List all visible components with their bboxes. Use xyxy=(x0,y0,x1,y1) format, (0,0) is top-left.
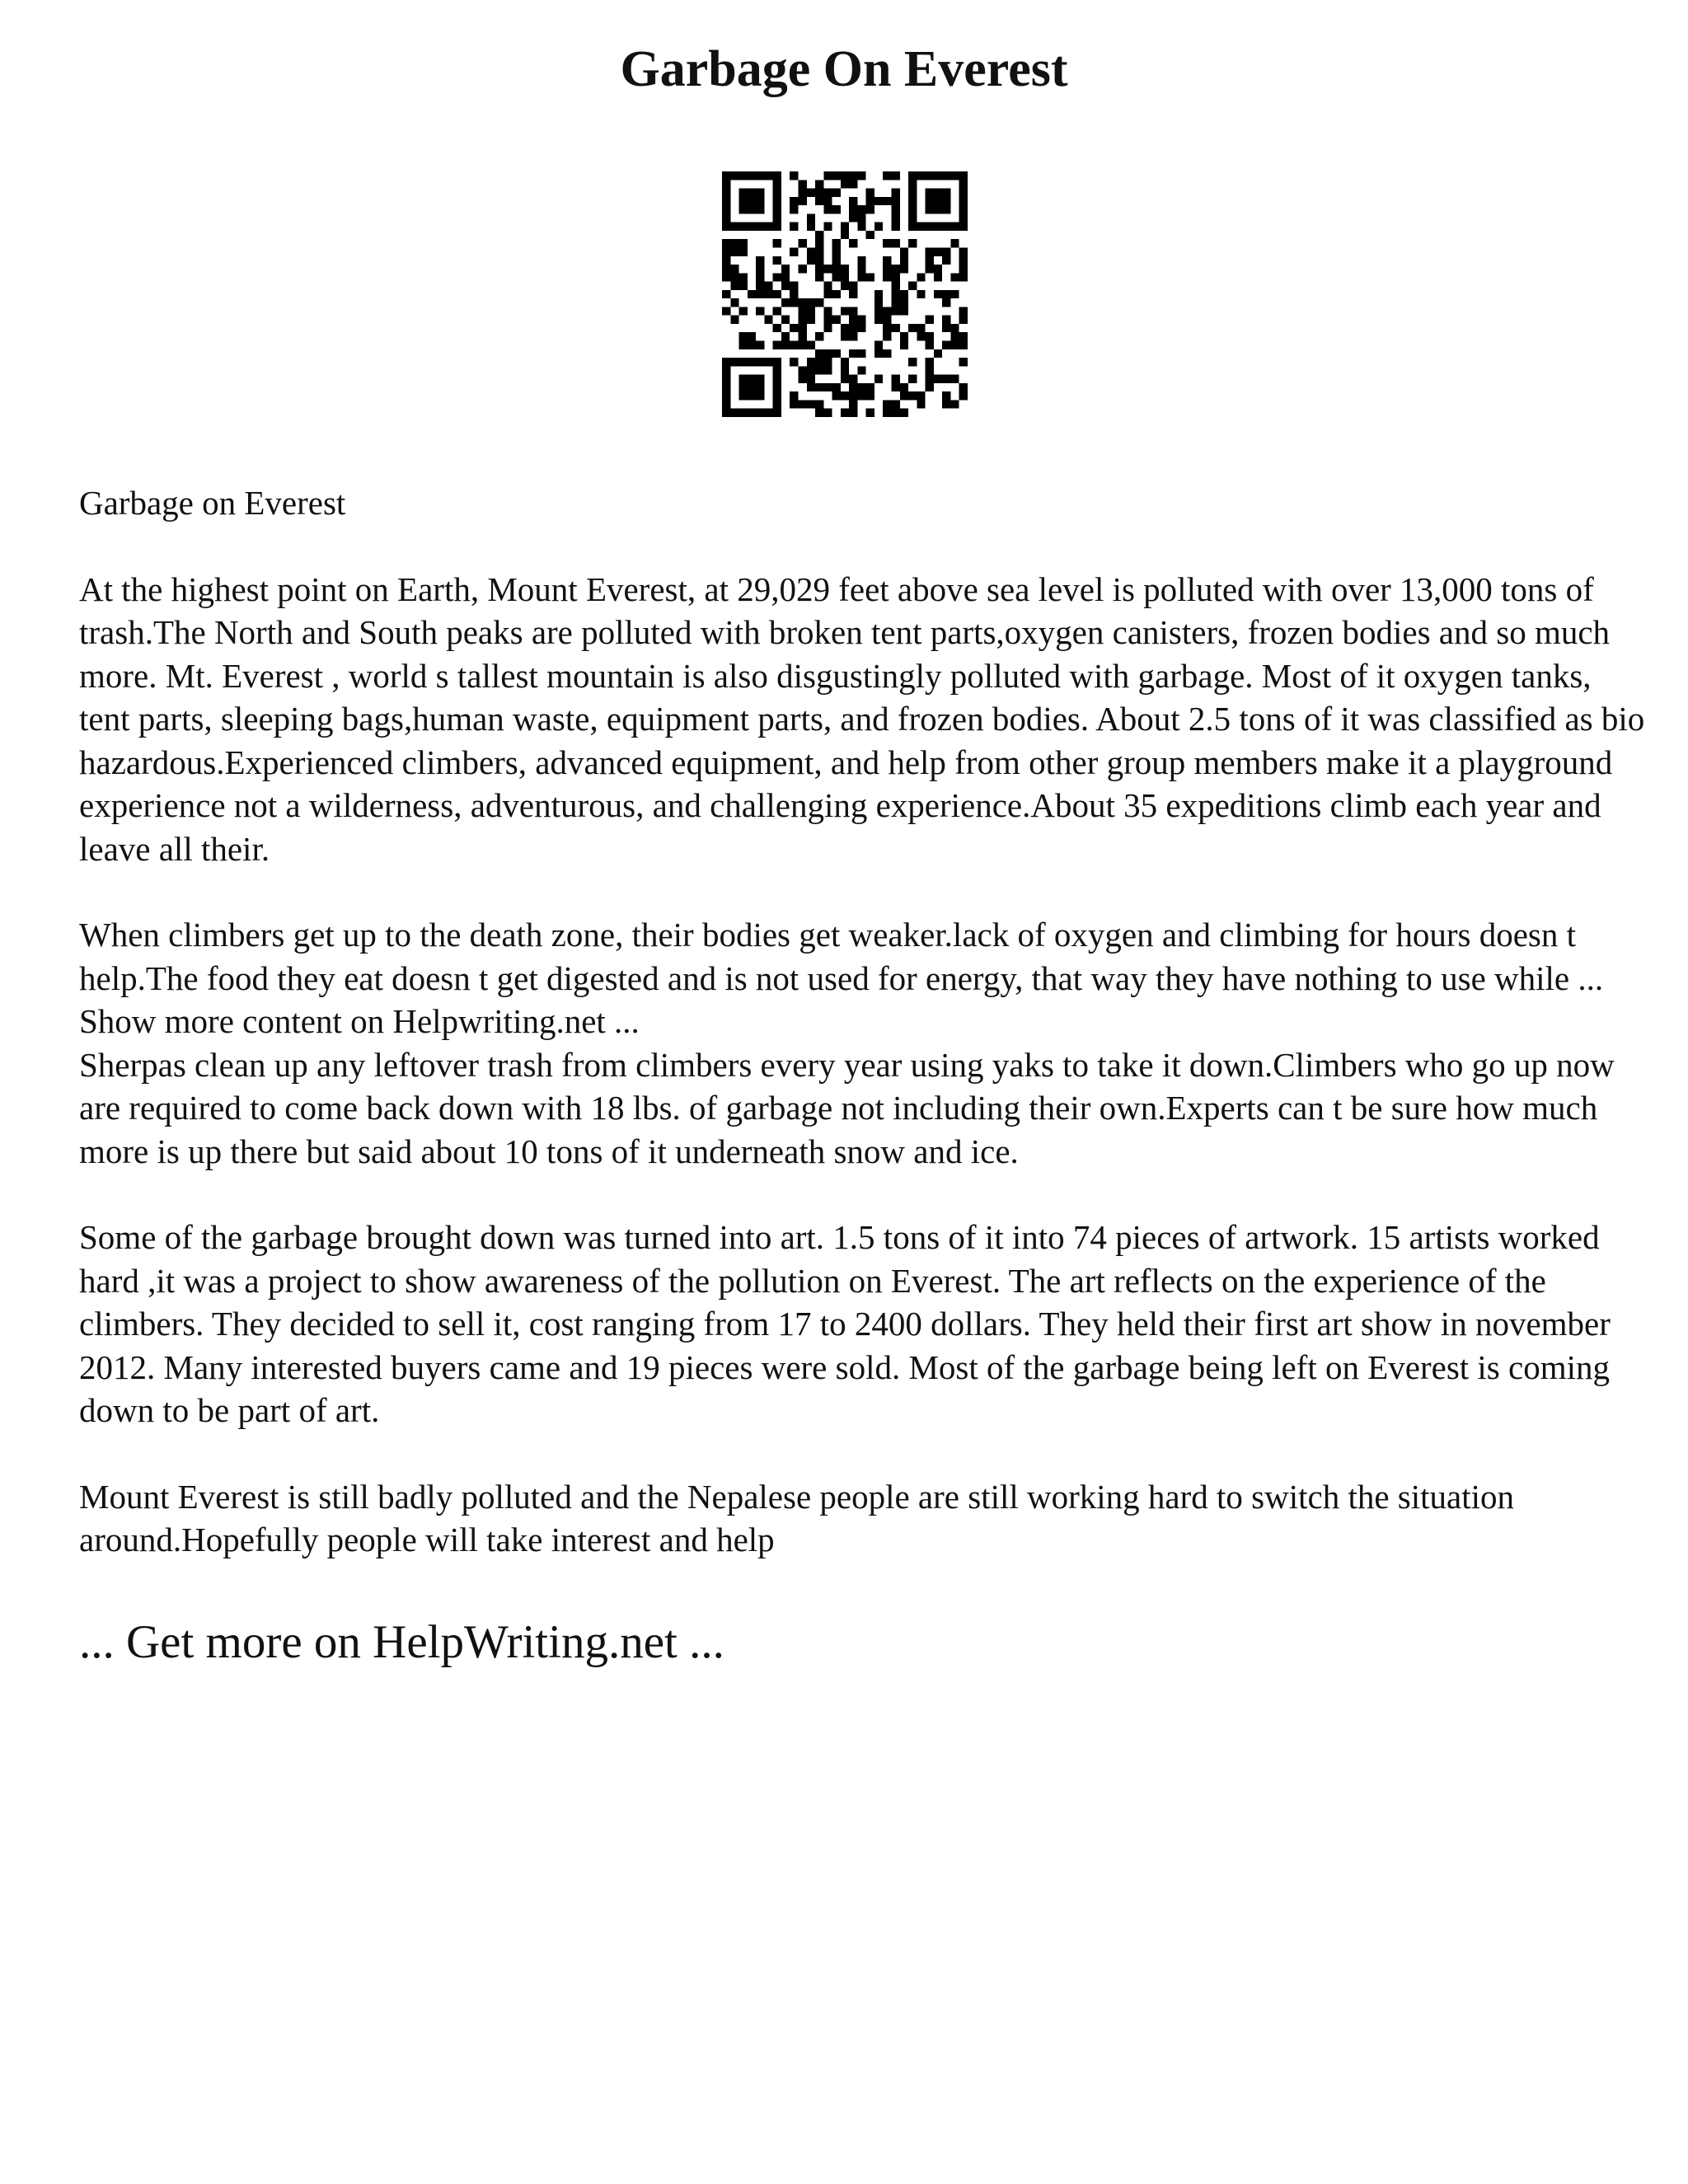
paragraph-death-zone: When climbers get up to the death zone, their bodies get weaker.lack of oxygen and climbing for hours doesn t help.The food they eat doesn t get digested and is not used for energy, that way they have nothing to use while ... Show more content on Helpwriting.net ... xyxy=(79,916,1604,1040)
paragraph-art: Some of the garbage brought down was turned into art. 1.5 tons of it into 74 pieces of artwork. 15 artists worked hard ,it was a project to show awareness of the pollution on Everest. The art reflects on the experience of the climbers. They decided to sell it, cost ranging from 17 to 2400 dollars. They held their first art show in november 2012. Many interested buyers came and 19 pieces were sold. Most of the garbage being left on Everest is coming down to be part of art. xyxy=(79,1218,1611,1429)
page-title: Garbage On Everest xyxy=(620,41,1068,97)
paragraph-intro: At the highest point on Earth, Mount Everest, at 29,029 feet above sea level is polluted with over 13,000 tons of trash.The North and South peaks are polluted with broken tent parts,oxygen canisters, frozen bodies and so much more. Mt. Everest , world s tallest mountain is also disgustingly polluted with garbage. Most of it oxygen tanks, tent parts, sleeping bags,human waste, equipment parts, and frozen bodies. About 2.5 tons of it was classified as bio hazardous.Experienced climbers, advanced equipment, and help from other group members make it a playground experience not a wilderness, adventurous, and challenging experience.About 35 expeditions climb each year and leave all their. xyxy=(79,569,1645,868)
article-subtitle: Garbage on Everest xyxy=(79,484,346,522)
qr-code-icon[interactable] xyxy=(722,171,968,417)
get-more-link[interactable]: ... Get more on HelpWriting.net ... xyxy=(79,1616,724,1668)
article-body xyxy=(79,481,1645,1605)
paragraph-conclusion: Mount Everest is still badly polluted and the Nepalese people are still working hard to switch the situation around.Hopefully people will take interest and help xyxy=(79,1477,1514,1558)
paragraph-sherpas: Sherpas clean up any leftover trash from climbers every year using yaks to take it down.Climbers who go up now are required to come back down with 18 lbs. of garbage not including their own.Experts can t be sure how much more is up there but said about 10 tons of it underneath snow and ice. xyxy=(79,1045,1615,1170)
